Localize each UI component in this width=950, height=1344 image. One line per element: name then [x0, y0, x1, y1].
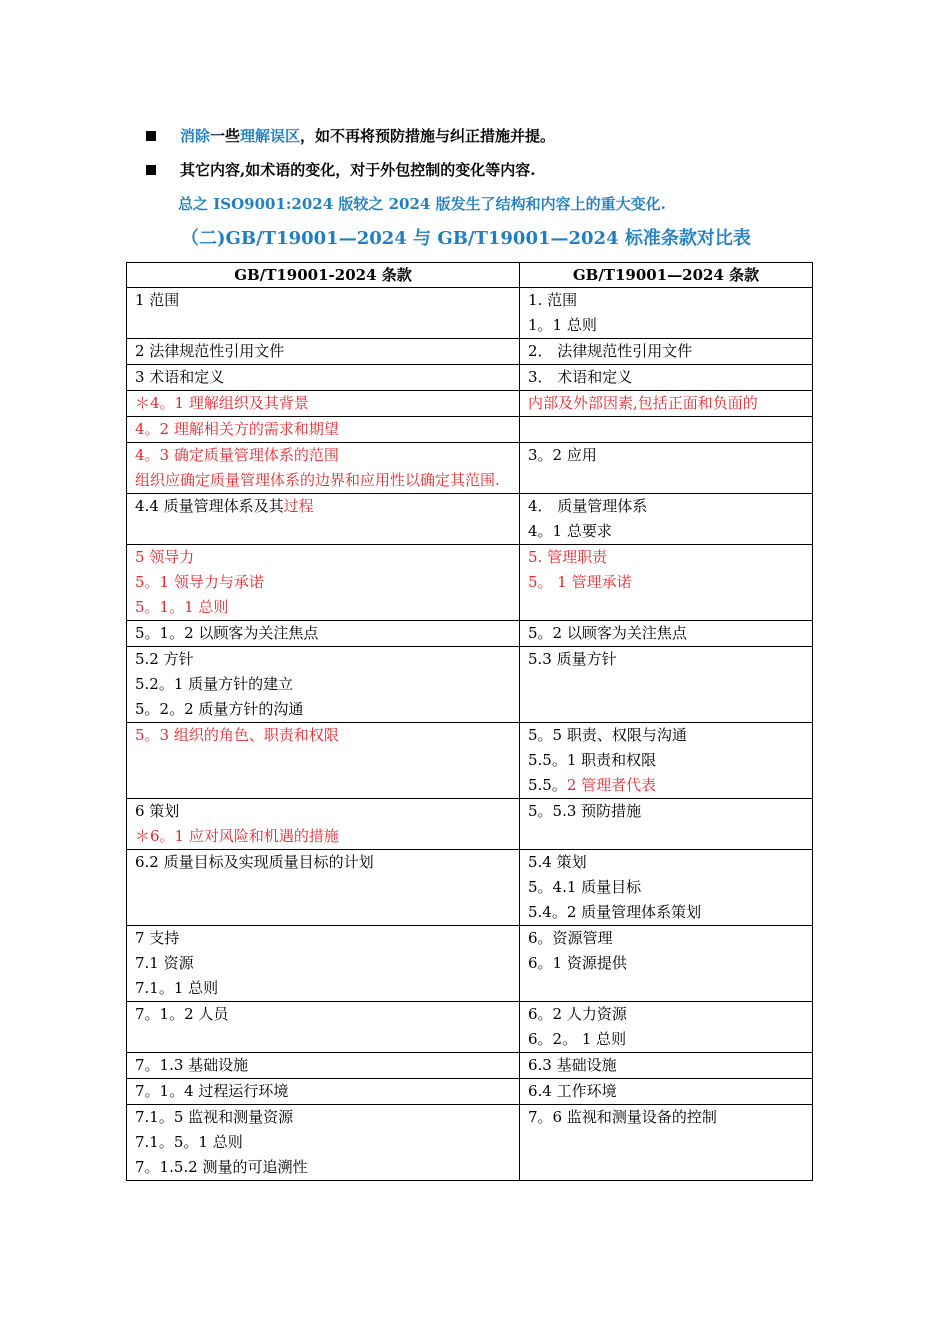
clause-line [135, 443, 511, 468]
clause-line [528, 391, 804, 416]
clause-line [528, 365, 804, 390]
clause-text: 7。6 监视和测量设备的控制 [528, 1108, 717, 1126]
clause-text: 4.4 质量管理体系及其 [135, 497, 284, 515]
clause-text: 4。1 总要求 [528, 522, 612, 540]
cell-new-clause [520, 494, 813, 545]
clause-line [528, 1027, 804, 1052]
clause-text: 5。1 领导力与承诺 [135, 573, 264, 591]
clause-text: 1. 范围 [528, 291, 578, 309]
cell-new-clause [520, 1079, 813, 1105]
clause-line [135, 824, 511, 849]
clause-line [135, 1105, 511, 1130]
clause-text: 4。3 确定质量管理体系的范围 [135, 446, 339, 464]
clause-line [135, 976, 511, 1001]
clause-text: 5。5.3 预防措施 [528, 802, 642, 820]
cell-old-clause [127, 545, 520, 621]
bullet-1-part-3: 理解误区 [240, 127, 301, 145]
clause-text: 6。1 资源提供 [528, 954, 627, 972]
cell-old-clause [127, 339, 520, 365]
cell-new-clause [520, 1053, 813, 1079]
clause-line [135, 1155, 511, 1180]
clause-line [135, 288, 511, 313]
bullet-item-2 [146, 160, 535, 180]
clause-text: 7。1。4 过程运行环境 [135, 1082, 289, 1100]
bullet-2-text: 其它内容,如术语的变化，对于外包控制的变化等内容. [180, 161, 536, 179]
clause-line [528, 1105, 804, 1130]
table-row [127, 723, 813, 799]
clause-text: 5.5。1 职责和权限 [528, 751, 657, 769]
clause-text: 2． 法律规范性引用文件 [528, 342, 693, 360]
clause-text: 7。1.3 基础设施 [135, 1056, 249, 1074]
clause-text: 6。资源管理 [528, 929, 613, 947]
cell-old-clause [127, 1079, 520, 1105]
clause-text: 7.1。5。1 总则 [135, 1133, 243, 1151]
cell-new-clause [520, 1105, 813, 1181]
table-row [127, 621, 813, 647]
bullet-1-part-2: 一些 [210, 127, 241, 145]
clause-text: 6 策划 [135, 802, 180, 820]
clause-text: 6.2 质量目标及实现质量目标的计划 [135, 853, 374, 871]
clause-text: 6.3 基础设施 [528, 1056, 617, 1074]
table-row [127, 288, 813, 339]
clause-text: 5。1。1 总则 [135, 598, 229, 616]
cell-new-clause [520, 288, 813, 339]
cell-new-clause [520, 926, 813, 1002]
bullet-1-part-4: ，如不再将预防措施与纠正措施并提。 [300, 127, 556, 145]
clause-line [528, 900, 804, 925]
clause-text: 5 领导力 [135, 548, 195, 566]
clause-line [135, 1053, 511, 1078]
square-bullet-icon [146, 131, 156, 141]
clause-line [135, 1079, 511, 1104]
clause-text: 组织应确定质量管理体系的边界和应用性以确定其范围. [135, 471, 500, 489]
clause-line [135, 595, 511, 620]
clause-text: 7.1 资源 [135, 954, 194, 972]
clause-text: 5。2 以顾客为关注焦点 [528, 624, 687, 642]
clause-line [528, 850, 804, 875]
cell-new-clause [520, 417, 813, 443]
cell-old-clause [127, 1002, 520, 1053]
clause-line [528, 647, 804, 672]
header-left: GB/T19001-2024 条款 [127, 263, 520, 288]
clause-line [135, 723, 511, 748]
clause-line [528, 1002, 804, 1027]
cell-new-clause [520, 621, 813, 647]
cell-old-clause [127, 621, 520, 647]
cell-new-clause [520, 443, 813, 494]
table-row [127, 339, 813, 365]
clause-text: 2 法律规范性引用文件 [135, 342, 285, 360]
clause-line [135, 545, 511, 570]
table-row [127, 545, 813, 621]
table-row [127, 850, 813, 926]
clause-line [135, 850, 511, 875]
clause-line [528, 875, 804, 900]
clause-text: 5.2。1 质量方针的建立 [135, 675, 294, 693]
clause-line [135, 339, 511, 364]
clause-text: ＊6。1 应对风险和机遇的措施 [135, 827, 339, 845]
table-row [127, 1002, 813, 1053]
clause-line [135, 365, 511, 390]
clause-line [528, 723, 804, 748]
clause-text: 5.4。2 质量管理体系策划 [528, 903, 702, 921]
clause-text: 5.3 质量方针 [528, 650, 617, 668]
clause-line [135, 951, 511, 976]
comparison-table [126, 262, 813, 1181]
cell-old-clause [127, 417, 520, 443]
clause-line [135, 926, 511, 951]
clause-text: 内部及外部因素,包括正面和负面的 [528, 394, 758, 412]
clause-text: 2 管理者代表 [566, 776, 657, 794]
clause-line [135, 621, 511, 646]
clause-line [528, 621, 804, 646]
cell-old-clause [127, 926, 520, 1002]
cell-old-clause [127, 850, 520, 926]
cell-old-clause [127, 443, 520, 494]
table-row [127, 391, 813, 417]
table-row [127, 1053, 813, 1079]
clause-line [135, 468, 511, 493]
clause-line [135, 1130, 511, 1155]
cell-old-clause [127, 365, 520, 391]
clause-line [528, 494, 804, 519]
clause-text: 7。1.5.2 测量的可追溯性 [135, 1158, 308, 1176]
clause-line [528, 748, 804, 773]
clause-text: 7.1。5 监视和测量资源 [135, 1108, 294, 1126]
clause-text: 5。1。2 以顾客为关注焦点 [135, 624, 319, 642]
clause-line [528, 339, 804, 364]
clause-line [528, 1079, 804, 1104]
clause-text: 3． 术语和定义 [528, 368, 633, 386]
cell-old-clause [127, 799, 520, 850]
clause-line [135, 391, 511, 416]
clause-line [135, 417, 511, 442]
clause-line [528, 799, 804, 824]
cell-new-clause [520, 723, 813, 799]
clause-text: 5.5。 [528, 776, 567, 794]
bullet-1-part-1: 消除 [180, 127, 211, 145]
clause-text: 5.4 策划 [528, 853, 587, 871]
clause-line [528, 926, 804, 951]
clause-text: 3 术语和定义 [135, 368, 225, 386]
clause-text: 6.4 工作环境 [528, 1082, 617, 1100]
cell-new-clause [520, 1002, 813, 1053]
table-row [127, 365, 813, 391]
summary-text: 总之 ISO9001:2024 版较之 2024 版发生了结构和内容上的重大变化. [178, 195, 666, 213]
clause-text: 5. 管理职责 [528, 548, 608, 566]
clause-line [135, 647, 511, 672]
clause-text: 5.2 方针 [135, 650, 194, 668]
cell-old-clause [127, 723, 520, 799]
clause-line [135, 697, 511, 722]
clause-line [135, 494, 511, 519]
clause-line [528, 570, 804, 595]
table-row [127, 1079, 813, 1105]
table-row [127, 1105, 813, 1181]
table-row [127, 494, 813, 545]
clause-text: 5。 1 管理承诺 [528, 573, 632, 591]
table-row [127, 926, 813, 1002]
clause-line [528, 951, 804, 976]
clause-text: 5。5 职责、权限与沟通 [528, 726, 687, 744]
clause-text: 6。2 人力资源 [528, 1005, 627, 1023]
clause-text: 5。2。2 质量方针的沟通 [135, 700, 304, 718]
cell-old-clause [127, 391, 520, 417]
clause-text: 6。2。 1 总则 [528, 1030, 627, 1048]
table-row [127, 799, 813, 850]
clause-line [528, 443, 804, 468]
cell-old-clause [127, 1105, 520, 1181]
bullet-item-1 [146, 126, 555, 146]
table-header-row [127, 263, 813, 288]
clause-line [528, 773, 804, 798]
clause-line [135, 570, 511, 595]
cell-old-clause [127, 494, 520, 545]
clause-text: 4． 质量管理体系 [528, 497, 648, 515]
clause-text: ＊4。1 理解组织及其背景 [135, 394, 309, 412]
table-row [127, 443, 813, 494]
cell-new-clause [520, 850, 813, 926]
clause-line [135, 672, 511, 697]
clause-text: 1 范围 [135, 291, 180, 309]
cell-old-clause [127, 647, 520, 723]
table-title: （二)GB/T19001—2024 与 GB/T19001—2024 标准条款对比表 [181, 228, 751, 249]
clause-line [528, 288, 804, 313]
cell-old-clause [127, 1053, 520, 1079]
clause-text: 7.1。1 总则 [135, 979, 219, 997]
clause-text: 5。3 组织的角色、职责和权限 [135, 726, 339, 744]
clause-line [528, 313, 804, 338]
cell-new-clause [520, 647, 813, 723]
clause-text: 4。2 理解相关方的需求和期望 [135, 420, 339, 438]
cell-new-clause [520, 365, 813, 391]
cell-new-clause [520, 391, 813, 417]
clause-text: 5。4.1 质量目标 [528, 878, 642, 896]
cell-new-clause [520, 799, 813, 850]
header-right: GB/T19001—2024 条款 [520, 263, 813, 288]
clause-line [528, 545, 804, 570]
clause-line [528, 519, 804, 544]
clause-text: 7 支持 [135, 929, 180, 947]
cell-new-clause [520, 339, 813, 365]
cell-old-clause [127, 288, 520, 339]
cell-new-clause [520, 545, 813, 621]
clause-line [135, 799, 511, 824]
square-bullet-icon [146, 165, 156, 175]
table-body [127, 288, 813, 1181]
clause-text: 过程 [283, 497, 314, 515]
clause-line [528, 1053, 804, 1078]
clause-text: 7。1。2 人员 [135, 1005, 229, 1023]
table-row [127, 647, 813, 723]
clause-line [135, 1002, 511, 1027]
clause-text: 3。2 应用 [528, 446, 597, 464]
table-row [127, 417, 813, 443]
clause-text: 1。1 总则 [528, 316, 597, 334]
